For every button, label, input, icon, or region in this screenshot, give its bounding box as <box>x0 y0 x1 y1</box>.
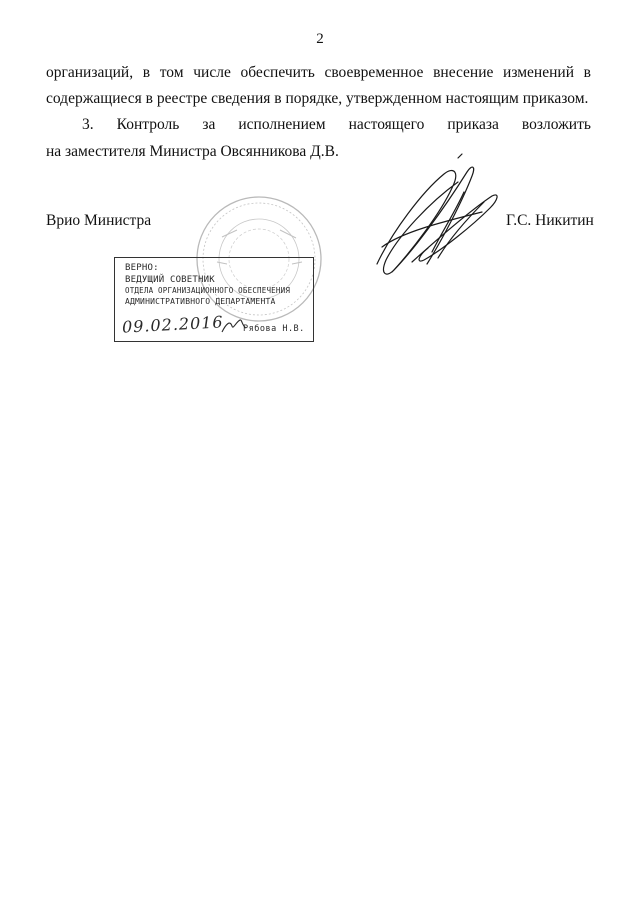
word: обеспечить <box>240 64 315 81</box>
word: внесение <box>433 64 494 81</box>
certification-stamp <box>114 257 314 342</box>
stamp-date: 09.02.2016 <box>121 312 225 337</box>
signer-name: Г.С. Никитин <box>506 212 594 229</box>
stamp-line-4: АДМИНИСТРАТИВНОГО ДЕПАРТАМЕНТА <box>125 297 276 306</box>
stamp-line-1: ВЕРНО: <box>125 263 159 273</box>
signer-title: Врио Министра <box>46 212 152 229</box>
stamp-line-2: ВЕДУЩИЙ СОВЕТНИК <box>125 275 215 285</box>
word: исполнением <box>238 116 326 133</box>
paragraph-number: 3. <box>82 116 94 133</box>
word: настоящего <box>348 116 425 133</box>
word: изменений <box>503 64 574 81</box>
word: Контроль <box>116 116 180 133</box>
stamp-line-3: ОТДЕЛА ОРГАНИЗАЦИОННОГО ОБЕСПЕЧЕНИЯ <box>125 286 291 295</box>
word: в <box>142 64 151 81</box>
word: возложить <box>521 116 591 133</box>
word: организаций, <box>46 64 134 81</box>
word: числе <box>193 64 231 81</box>
body-line-4: на заместителя Министра Овсянникова Д.В. <box>46 143 339 160</box>
stamp-person: Рябова Н.В. <box>243 324 305 334</box>
word: приказа <box>447 116 499 133</box>
body-line-3 <box>82 116 591 134</box>
body-line-2: содержащиеся в реестре сведения в порядке, утвержденном настоящим приказом. <box>46 90 589 107</box>
word: том <box>159 64 184 81</box>
handwritten-signature-icon <box>372 152 502 282</box>
word: своевременное <box>324 64 424 81</box>
body-line-1 <box>46 64 591 82</box>
word: в <box>583 64 591 81</box>
page-number: 2 <box>316 31 324 47</box>
word: за <box>202 116 216 133</box>
